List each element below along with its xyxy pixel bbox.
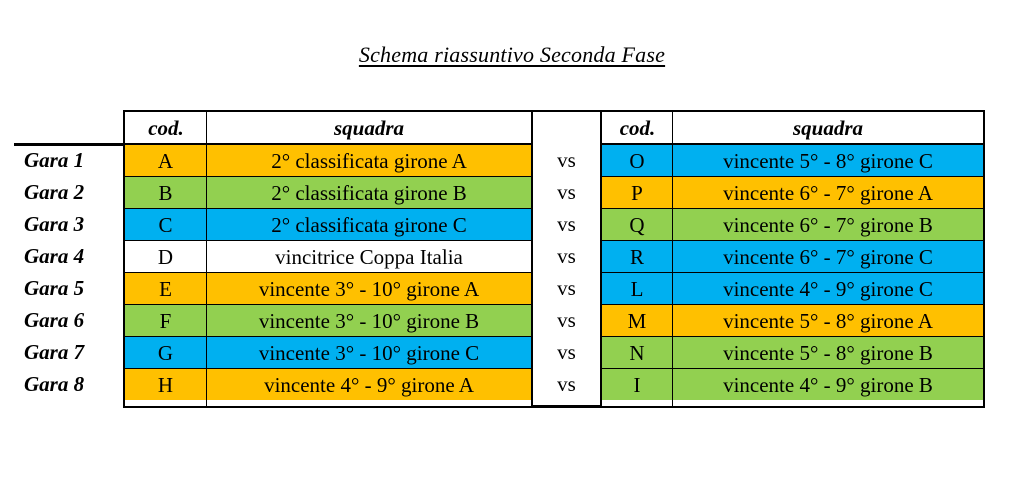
right-team-cell: vincente 6° - 7° girone B (673, 208, 983, 240)
right-code-cell: P (602, 176, 672, 208)
left-team-cell: vincitrice Coppa Italia (207, 240, 531, 272)
left-team-cell: 2° classificata girone C (207, 208, 531, 240)
right-team-cell: vincente 5° - 8° girone C (673, 144, 983, 176)
vs-label: vs (557, 340, 576, 364)
vs-label: vs (557, 276, 576, 300)
left-team-cell: vincente 3° - 10° girone C (207, 336, 531, 368)
right-table (600, 110, 985, 408)
right-code-cell: L (602, 272, 672, 304)
right-team-header: squadra (673, 112, 983, 144)
right-team-cell: vincente 6° - 7° girone C (673, 240, 983, 272)
left-code-cell: B (125, 176, 206, 208)
gara-label: Gara 6 (24, 308, 85, 332)
vs-label: vs (557, 308, 576, 332)
vs-label: vs (557, 372, 576, 396)
right-code-header: cod. (602, 112, 673, 144)
left-team-cell: vincente 4° - 9° girone A (207, 368, 531, 400)
left-code-cell: C (125, 208, 206, 240)
gara-label: Gara 8 (24, 372, 85, 396)
page-title: Schema riassuntivo Seconda Fase (358, 42, 666, 67)
gara-label: Gara 2 (24, 180, 85, 204)
left-code-cell: A (125, 144, 206, 176)
left-team-header: squadra (207, 112, 531, 144)
right-team-cell: vincente 5° - 8° girone A (673, 304, 983, 336)
right-code-cell: O (602, 144, 672, 176)
right-code-cell: I (602, 368, 672, 400)
right-team-cell: vincente 4° - 9° girone C (673, 272, 983, 304)
left-team-cell: 2° classificata girone B (207, 176, 531, 208)
gara-label: Gara 4 (24, 244, 85, 268)
vs-label: vs (557, 148, 576, 172)
right-code-cell: N (602, 336, 672, 368)
vs-label: vs (557, 244, 576, 268)
right-code-cell: M (602, 304, 672, 336)
vs-label: vs (557, 212, 576, 236)
right-code-cell: R (602, 240, 672, 272)
right-team-cell: vincente 4° - 9° girone B (673, 368, 983, 400)
left-team-cell: 2° classificata girone A (207, 144, 531, 176)
left-table (123, 110, 533, 408)
left-team-cell: vincente 3° - 10° girone B (207, 304, 531, 336)
left-code-cell: G (125, 336, 206, 368)
left-code-cell: F (125, 304, 206, 336)
gara-label: Gara 1 (24, 148, 85, 172)
right-team-cell: vincente 5° - 8° girone B (673, 336, 983, 368)
left-team-cell: vincente 3° - 10° girone A (207, 272, 531, 304)
right-code-cell: Q (602, 208, 672, 240)
gara-label: Gara 7 (24, 340, 85, 364)
left-code-cell: D (125, 240, 206, 272)
right-team-cell: vincente 6° - 7° girone A (673, 176, 983, 208)
left-code-header: cod. (125, 112, 207, 144)
vs-label: vs (557, 180, 576, 204)
left-code-cell: H (125, 368, 206, 400)
gara-label: Gara 3 (24, 212, 85, 236)
left-code-cell: E (125, 272, 206, 304)
gara-label: Gara 5 (24, 276, 85, 300)
